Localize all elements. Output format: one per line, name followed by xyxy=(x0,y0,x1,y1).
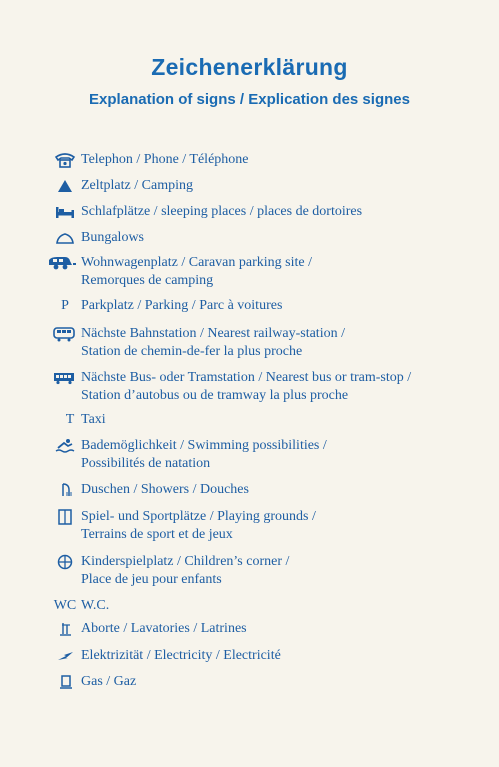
caravan-icon xyxy=(41,254,81,272)
gas-icon xyxy=(46,673,86,691)
legend-text xyxy=(81,229,486,247)
legend-text xyxy=(81,297,486,315)
legend-line: Spiel- und Sportplätze / Playing grounds / xyxy=(81,509,316,524)
legend-line: Station d’autobus ou de tramway la plus proche xyxy=(81,388,349,403)
legend-line: Taxi xyxy=(81,412,106,427)
lavatory-icon xyxy=(46,620,86,638)
legend-line: Duschen / Showers / Douches xyxy=(81,482,249,497)
page-title: Zeichenerklärung xyxy=(151,54,348,80)
legend-line: Station de chemin-de-fer la plus proche xyxy=(81,344,303,359)
legend-line: Elektrizität / Electricity / Electricité xyxy=(81,648,281,663)
childrens-corner-icon xyxy=(45,553,85,571)
tent-icon xyxy=(45,177,85,195)
electricity-icon xyxy=(46,647,86,665)
swimmer-icon xyxy=(45,437,85,455)
legend-text xyxy=(81,203,486,221)
legend-line: Gas / Gaz xyxy=(81,674,137,689)
legend-line: Bademöglichkeit / Swimming possibilities / xyxy=(81,438,327,453)
legend-line: Nächste Bahnstation / Nearest railway-station / xyxy=(81,326,345,341)
legend-line: Wohnwagenplatz / Caravan parking site / xyxy=(81,255,312,270)
parking-icon: P xyxy=(61,298,69,313)
legend-text xyxy=(81,325,486,361)
bed-icon xyxy=(45,203,85,221)
legend-line: Zeltplatz / Camping xyxy=(81,178,193,193)
legend-text xyxy=(81,437,486,473)
legend-line: Nächste Bus- oder Tramstation / Nearest bus or tram-stop / xyxy=(81,370,412,385)
legend-line: Schlafplätze / sleeping places / places de dortoires xyxy=(81,204,363,219)
legend-text xyxy=(81,620,486,638)
legend-text xyxy=(81,553,486,589)
legend-line: Remorques de camping xyxy=(81,273,214,288)
page-subtitle: Explanation of signs / Explication des signes xyxy=(89,91,410,108)
legend-text xyxy=(81,151,486,169)
taxi-icon: T xyxy=(65,412,75,427)
legend-line: Terrains de sport et de jeux xyxy=(81,527,233,542)
legend-line: W.C. xyxy=(81,598,110,613)
legend-text xyxy=(81,177,486,195)
wc-icon: WC xyxy=(53,598,77,613)
legend-text xyxy=(81,597,486,615)
legend-text xyxy=(81,369,486,405)
legend-line: Telephon / Phone / Téléphone xyxy=(81,152,249,167)
legend-text xyxy=(81,481,486,499)
legend-line: Place de jeu pour enfants xyxy=(81,572,222,587)
legend-text xyxy=(81,508,486,544)
playground-icon xyxy=(45,508,85,526)
legend-line: Possibilités de natation xyxy=(81,456,211,471)
train-icon xyxy=(44,325,84,343)
legend-text xyxy=(81,254,486,290)
bus-icon xyxy=(44,369,84,387)
legend-line: Aborte / Lavatories / Latrines xyxy=(81,621,247,636)
legend-line: Parkplatz / Parking / Parc à voitures xyxy=(81,298,283,313)
legend-text xyxy=(81,673,486,691)
legend-line: Kinderspielplatz / Children’s corner / xyxy=(81,554,290,569)
legend-line: Bungalows xyxy=(81,230,144,245)
shower-icon xyxy=(46,481,86,499)
legend-text xyxy=(81,647,486,665)
legend-text xyxy=(81,411,486,429)
telephone-icon xyxy=(45,151,85,169)
bungalow-icon xyxy=(45,229,85,247)
